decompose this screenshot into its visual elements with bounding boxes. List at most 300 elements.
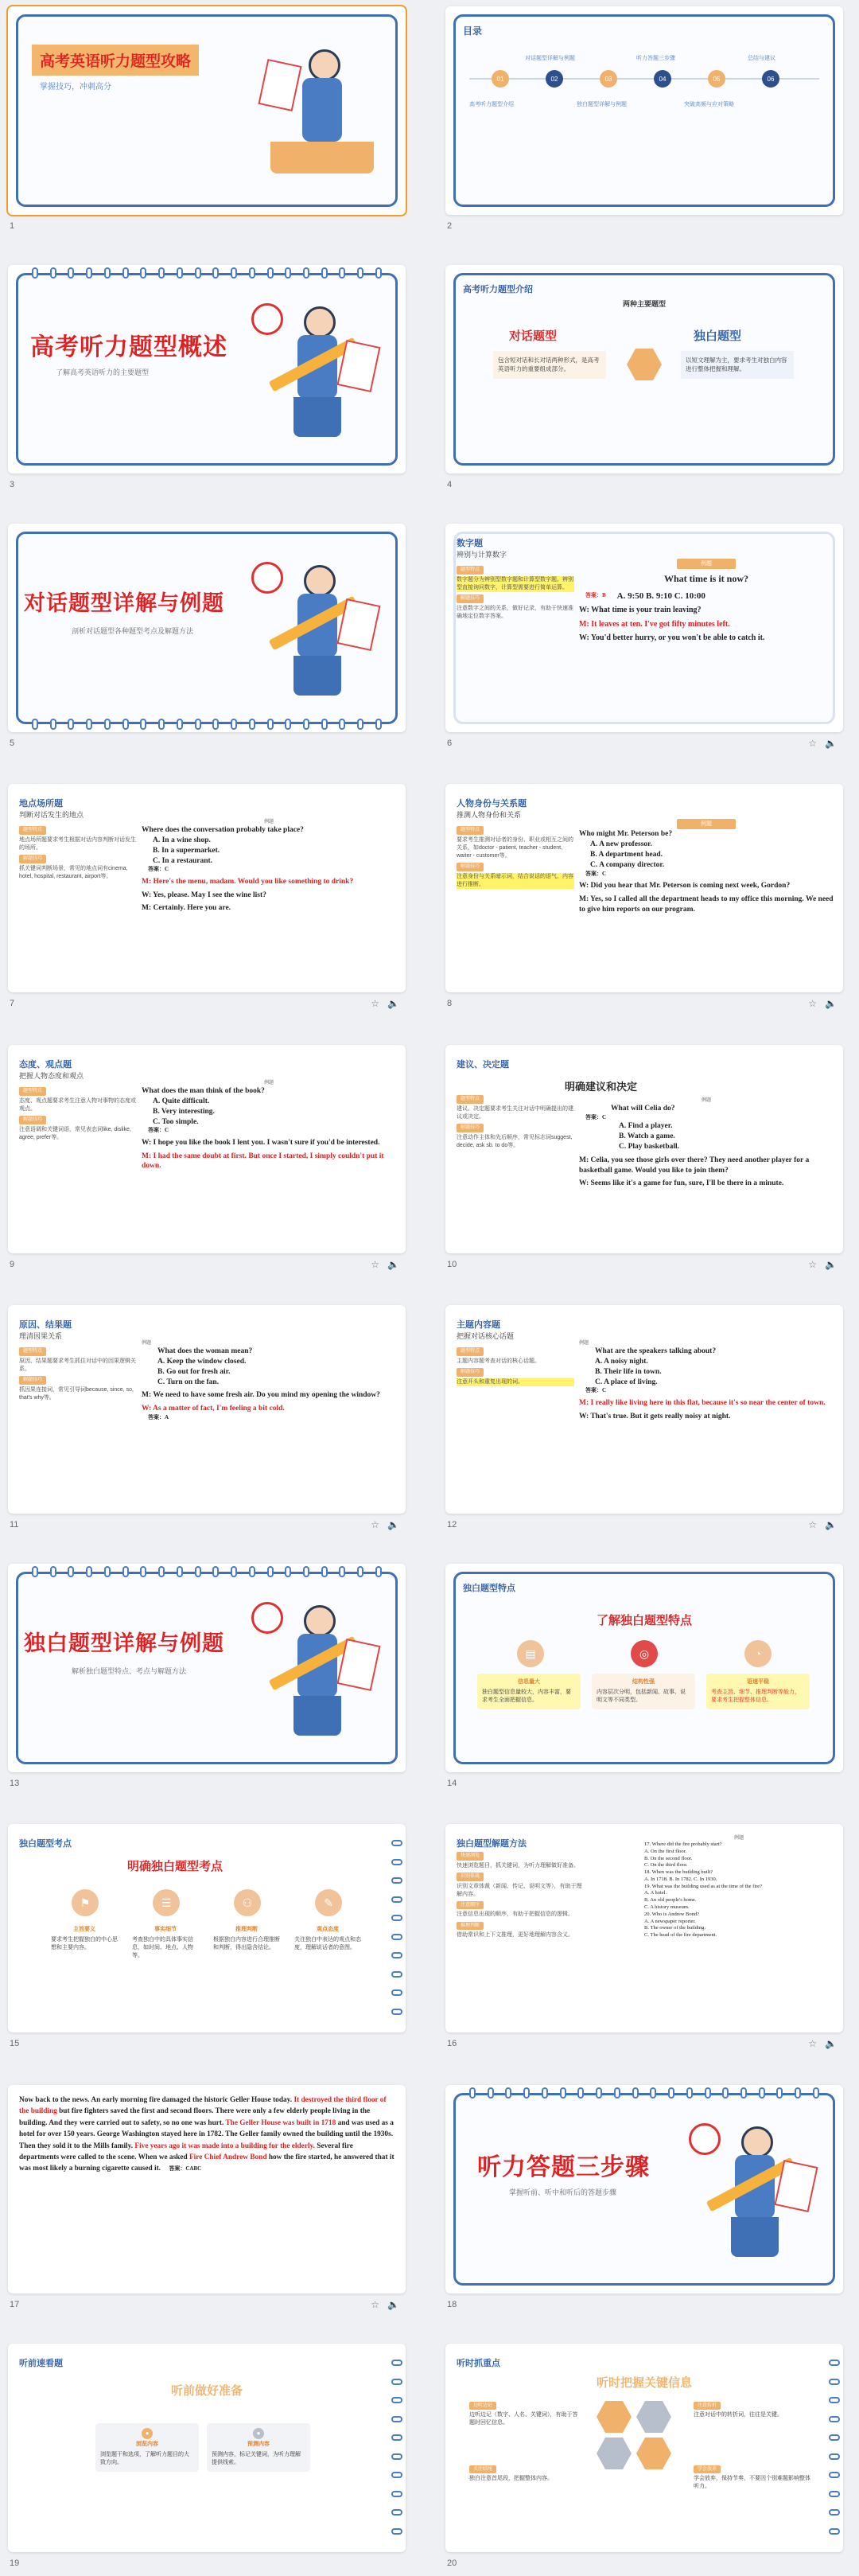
dialogue-line-3: W: You'd better hurry, or you won't be able to catch it.: [579, 633, 765, 643]
slide-12[interactable]: [445, 1305, 843, 1514]
question: What will Celia do?: [611, 1105, 675, 1113]
illustration-head: [309, 49, 340, 81]
example-tab: 例题: [677, 819, 736, 829]
slide-thumb-17[interactable]: [8, 2085, 406, 2317]
student-illustration: [250, 1594, 385, 1745]
passage-part-5: how the fire started, he answered that it was most likely a burning cigarette caused it.: [19, 2153, 395, 2173]
audio-icon[interactable]: 🔈: [825, 1259, 837, 1270]
toc-label-3: 独白题型详解与例题: [577, 102, 627, 107]
tag-2: 识别体裁: [457, 1873, 484, 1881]
feature-card-1: [477, 1674, 581, 1709]
hierarchy-icon: ⚇: [234, 1889, 261, 1916]
slide-number: 10: [447, 1260, 457, 1269]
explanation-panel: [19, 824, 137, 978]
slide-number: 13: [10, 1779, 20, 1788]
slide-footer: [445, 1517, 843, 1533]
cover-subtitle: 掌握技巧，冲刺高分: [40, 83, 111, 92]
star-icon[interactable]: ☆: [808, 738, 818, 749]
card-text: 考查独白中的具体事实信息，如时间、地点、人物等。: [132, 1937, 193, 1959]
method-text-2: 识别文章体裁（新闻、传记、说明文等），有助于理解内容。: [457, 1883, 582, 1897]
tip-text: 注意对话中的转折词，往往是关键。: [694, 2412, 783, 2418]
clock-icon: [251, 1602, 283, 1634]
answer: 答案：B: [585, 592, 606, 599]
tag-feature: 题型特点: [457, 566, 484, 575]
slide-heading: 态度、观点题: [19, 1060, 72, 1070]
slide-subheading: 理清因果关系: [19, 1332, 63, 1340]
slide-thumb-11[interactable]: [8, 1305, 406, 1537]
slide-center-title: 明确建议和决定: [565, 1081, 638, 1093]
illustration-legs: [293, 656, 341, 696]
slide-heading: 独白题型考点: [19, 1839, 72, 1849]
section-subtitle: 掌握听前、听中和听后的答题步骤: [509, 2188, 617, 2196]
method-text-4: 借助常识和上下文推理，更好地理解内容含义。: [457, 1932, 573, 1939]
monologue-type-title: 独白题型: [694, 329, 742, 343]
example-panel: [579, 1097, 834, 1242]
focus-card-2: [127, 1921, 204, 1966]
speed-icon: ◔: [744, 1640, 772, 1667]
audio-icon[interactable]: 🔈: [387, 1519, 399, 1530]
question: What does the woman mean?: [157, 1347, 253, 1356]
audio-icon[interactable]: 🔈: [387, 1259, 399, 1270]
option-c: C. A company director.: [590, 860, 665, 869]
card-text: 浏览题干和选项，了解听力题目的大致方向。: [100, 2452, 189, 2466]
option-b: B. Very interesting.: [153, 1107, 215, 1116]
dialogue-line-2: W: That's true. But it gets really noisy at night.: [579, 1412, 731, 1421]
slide-heading: 建议、决定题: [457, 1060, 509, 1070]
star-icon[interactable]: ☆: [808, 1519, 818, 1530]
audio-icon[interactable]: 🔈: [825, 738, 837, 749]
example-tab: 例题: [579, 1341, 589, 1346]
slide-footer: [445, 996, 843, 1011]
option-a: A. A noisy night.: [595, 1357, 648, 1366]
tag-feature: 题型特点: [457, 1095, 484, 1104]
example-tab: 例题: [677, 559, 736, 569]
illustration-head: [304, 565, 336, 597]
dialogue-line-1: W: Did you hear that Mr. Peterson is coming next week, Gordon?: [579, 882, 791, 890]
star-icon[interactable]: ☆: [371, 1259, 380, 1270]
passage-part-3: and was used as a hotel for over 150 years. George Washington stayed here in 1782. The Geller family owned the building until the 1930s. Then they sold it to the Mills family.: [19, 2118, 394, 2150]
passage-part-2: but fire fighters saved the first and second floors. There were only a few elderly people living in the building. And they were carried out to safety, so no one was hurt.: [19, 2107, 371, 2127]
slide-number: 2: [447, 221, 453, 231]
slide-number: 19: [10, 2558, 20, 2568]
dialogue-line-1: M: Here's the menu, madam. Would you like something to drink?: [142, 877, 354, 886]
slide-thumb-15[interactable]: [8, 1824, 406, 2056]
binder-rings: [391, 1840, 402, 2015]
slide-thumb-16[interactable]: [445, 1824, 843, 2056]
q-line-13: B. The owner of the building.: [644, 1925, 705, 1931]
slide-center-title: 听前做好准备: [170, 2384, 243, 2398]
passage-part-1: Now back to the news. An early morning fire damaged the historic Geller House today.: [19, 2096, 293, 2104]
star-icon[interactable]: ☆: [808, 998, 818, 1009]
feature-text: 建议、决定题要求考生关注对话中明确提出的建议或决定。: [457, 1105, 573, 1120]
slide-1[interactable]: [8, 6, 406, 215]
star-icon[interactable]: ☆: [371, 1519, 380, 1530]
card-title: 语速平稳: [747, 1679, 769, 1685]
card-text: 考查主旨、细节、推理判断等能力，要求考生把握整体信息。: [711, 1689, 800, 1704]
tag-feature: 题型特点: [457, 1347, 484, 1356]
technique-text: 注意数字之间的关系，做好记录，有助于快速准确地定位数字答案。: [457, 605, 573, 619]
slide-heading: 人物身份与关系题: [457, 799, 527, 809]
q-line-4: C. On the third floor.: [644, 1862, 688, 1869]
slide-number: 3: [10, 480, 15, 489]
tip-3: [469, 2463, 581, 2483]
slide-5[interactable]: [8, 524, 406, 732]
method-text-3: 注意信息出现的顺序，有助于把握信息的逻辑。: [457, 1912, 573, 1918]
slide-thumb-6[interactable]: [445, 524, 843, 756]
example-panel: [142, 1080, 396, 1242]
slide-thumb-20[interactable]: [445, 2344, 843, 2576]
dialogue-line-1: M: Celia, you see those girls over there? They need another player for a basketball game. Would you like to join them?: [579, 1155, 810, 1175]
predict-icon: ●: [253, 2428, 264, 2439]
slide-2[interactable]: [445, 6, 843, 215]
tag-technique: 解题技巧: [457, 863, 484, 871]
slide-heading: 主题内容题: [457, 1320, 500, 1330]
q-line-2: A. On the first floor.: [644, 1848, 687, 1854]
illustration-head: [304, 1605, 336, 1637]
slide-number: 12: [447, 1520, 457, 1530]
tag-technique: 解题技巧: [457, 1124, 484, 1132]
toc-dot-4: 04: [654, 70, 671, 88]
example-tab: 例题: [733, 1836, 744, 1841]
slide-4[interactable]: [445, 265, 843, 474]
example-panel: [142, 1340, 396, 1502]
slide-number: 14: [447, 1779, 457, 1788]
slide-number: 6: [447, 739, 453, 748]
slide-thumb-19[interactable]: [8, 2344, 406, 2576]
card-text: 根据独白内容进行合理推断和判断，得出隐含结论。: [213, 1937, 280, 1951]
card-text: 预测内容，标记关键词，为听力理解提供线索。: [212, 2452, 301, 2466]
tip-2: [694, 2399, 813, 2419]
technique-text: 注意开头和重复出现的词。: [457, 1378, 574, 1386]
clock-icon: [251, 562, 283, 594]
slide-center-title: 明确独白题型考点: [126, 1860, 223, 1873]
technique-text: 注意身份与关系暗示词，结合说话的语气、内容进行推断。: [457, 873, 574, 889]
slide-number: 1: [10, 221, 15, 231]
clock-icon: [251, 303, 283, 335]
dialogue-line-2: M: Yes, so I called all the department heads to my office this morning. We need to give him reports on our program.: [579, 894, 834, 914]
slide-8[interactable]: [445, 784, 843, 992]
option-c: C. A place of living.: [595, 1378, 658, 1386]
slide-footer: [445, 1775, 843, 1791]
tag-technique: 解题技巧: [457, 1368, 484, 1377]
card-title: 主旨要义: [73, 1927, 95, 1932]
slide-11[interactable]: [8, 1305, 406, 1514]
section-title: 独白题型详解与例题: [24, 1631, 224, 1655]
option-b: B. Go out for fresh air.: [157, 1367, 231, 1376]
explanation-panel: [19, 1345, 137, 1499]
option-a: A. Keep the window closed.: [157, 1357, 247, 1366]
answer: 答案：C: [148, 866, 169, 873]
slide-subheading: 推测人物身份和关系: [457, 811, 522, 819]
slide-footer: [8, 996, 406, 1011]
focus-card-4: [290, 1921, 366, 1957]
student-illustration: [250, 554, 385, 705]
slide-subheading: 判断对话发生的地点: [19, 811, 84, 819]
slide-number: 16: [447, 2039, 457, 2048]
answer: 答案：C: [585, 1113, 607, 1120]
slide-thumb-18[interactable]: [445, 2085, 843, 2317]
tag-technique: 解题技巧: [19, 1116, 46, 1124]
explanation-panel: [19, 1085, 137, 1239]
slide-20[interactable]: [445, 2344, 843, 2552]
slide-thumb-12[interactable]: [445, 1305, 843, 1537]
dialogue-line-1: W: What time is your train leaving?: [579, 606, 702, 615]
toc-dot-2: 02: [546, 70, 563, 88]
slide-number: 18: [447, 2300, 457, 2309]
passage-part-4: Several fire departments were called to the scene. When we asked: [19, 2141, 353, 2162]
method-text-1: 快速浏览题目，抓关键词，为听力理解做好准备。: [457, 1862, 579, 1869]
focus-card-3: [208, 1921, 285, 1957]
toc-label-5: 突破高频与应对策略: [684, 102, 734, 107]
student-illustration: [687, 2115, 822, 2266]
slide-thumb-8[interactable]: [445, 784, 843, 1016]
slide-thumb-13[interactable]: [8, 1564, 406, 1796]
slide-footer: [445, 735, 843, 751]
illustration-legs: [293, 397, 341, 437]
clock-icon: [689, 2123, 721, 2155]
card-title: 观点态度: [317, 1927, 339, 1932]
slide-6[interactable]: [445, 524, 843, 732]
answer: 答案：C: [585, 870, 607, 877]
technique-text: 抓因果连接词，常见引导词because, since, so, that's why等。: [19, 1386, 134, 1401]
slide-thumb-10[interactable]: [445, 1045, 843, 1277]
method-panel: [457, 1849, 584, 2018]
example-tab: 例题: [701, 1098, 711, 1103]
option-a: A. A new professor.: [590, 840, 652, 849]
section-subtitle: 剖析对话题型各种题型考点及解题方法: [72, 627, 194, 635]
slide-footer: [445, 2036, 843, 2052]
slide-thumb-14[interactable]: [445, 1564, 843, 1796]
audio-icon[interactable]: 🔈: [825, 1519, 837, 1530]
binder-rings: [469, 2087, 819, 2099]
slide-subheading: 把握对话核心话题: [457, 1332, 515, 1340]
slide-footer: [8, 2036, 406, 2052]
slide-number: 4: [447, 480, 453, 489]
slide-footer: [445, 2555, 843, 2571]
tag-feature: 题型特点: [19, 826, 46, 835]
passage-highlight-3: Five years ago it was made into a building for the elderly.: [134, 2141, 315, 2150]
option-a: A. In a wine shop.: [153, 836, 211, 844]
hex-1: [597, 2401, 632, 2433]
tip-text: 学会放弃，保持节奏，不要因个别难题影响整体听力。: [694, 2476, 810, 2490]
tag-technique: 解题技巧: [19, 1376, 46, 1385]
q-line-10: C. A history museum.: [644, 1904, 690, 1910]
example-panel: [644, 1835, 834, 2021]
answer: 答案：A: [148, 1413, 169, 1421]
option-a: A. Find a player.: [619, 1122, 673, 1131]
slide-footer: [445, 218, 843, 234]
slide-heading: 听前速看题: [19, 2359, 63, 2368]
question: What time is it now?: [664, 573, 748, 585]
illustration-desk: [270, 142, 374, 173]
slide-footer: [8, 1257, 406, 1272]
slide-frame: [453, 1572, 835, 1764]
slide-thumb-3[interactable]: [8, 265, 406, 497]
slide-14[interactable]: [445, 1564, 843, 1772]
slide-9[interactable]: [8, 1045, 406, 1253]
explanation-panel: [457, 824, 574, 978]
tag-feature: 题型特点: [19, 1347, 46, 1356]
section-title: 对话题型详解与例题: [24, 591, 224, 615]
binder-rings: [829, 2360, 840, 2535]
q-line-9: B. An old people's home.: [644, 1897, 697, 1904]
slide-16[interactable]: [445, 1824, 843, 2032]
monologue-type-text: 以短文理解为主，要求考生对独白内容进行整体把握和理解。: [681, 351, 794, 379]
dialogue-line-2: W: As a matter of fact, I'm feeling a bit cold.: [142, 1405, 285, 1413]
option-b: B. A department head.: [590, 851, 663, 859]
question: Where does the conversation probably take place?: [142, 826, 304, 835]
dialogue-type-title: 对话题型: [509, 329, 558, 343]
passage-highlight-1: It destroyed the third floor of the building: [19, 2096, 387, 2116]
audio-icon[interactable]: 🔈: [387, 998, 399, 1009]
slide-footer: [8, 1775, 406, 1791]
card-title: 预测内容: [247, 2442, 270, 2447]
slide-footer: [8, 218, 406, 234]
q-line-1: 17. Where did the fire probably start?: [644, 1841, 722, 1848]
browse-icon: ●: [142, 2428, 153, 2439]
tip-4: [694, 2463, 813, 2491]
slide-thumb-4[interactable]: [445, 265, 843, 497]
slide-footer: [445, 2297, 843, 2313]
slide-heading: 数字题: [457, 539, 483, 548]
slide-thumb-7[interactable]: [8, 784, 406, 1016]
slide-3[interactable]: [8, 265, 406, 474]
slide-19[interactable]: [8, 2344, 406, 2552]
tag-feature: 题型特点: [19, 1087, 46, 1096]
slide-17[interactable]: [8, 2085, 406, 2293]
dialogue-type-text: 包含短对话和长对话两种形式，是高考英语听力的重要组成部分。: [493, 351, 606, 379]
example-tab: 例题: [263, 1081, 274, 1085]
teacher-illustration: [255, 38, 390, 189]
toc-label-6: 总结与建议: [748, 56, 775, 61]
dialogue-line-2: W: Seems like it's a game for fun, sure, I'll be there in a minute.: [579, 1179, 784, 1188]
star-icon[interactable]: ☆: [808, 2038, 818, 2049]
star-icon[interactable]: ☆: [371, 2299, 380, 2310]
tag-3: 注意顺序: [457, 1901, 484, 1910]
slide-number: 15: [10, 2039, 20, 2048]
binder-rings: [32, 1566, 382, 1577]
star-icon[interactable]: ☆: [371, 998, 380, 1009]
slide-heading: 原因、结果题: [19, 1320, 72, 1330]
section-subtitle: 解析独白题型特点、考点与解题方法: [72, 1667, 187, 1675]
audio-icon[interactable]: 🔈: [825, 2038, 837, 2049]
option-c: C. In a restaurant.: [153, 856, 213, 865]
tip-text: 边听边记（数字、人名、关键词），有助于答题时回忆信息。: [469, 2412, 578, 2426]
q-line-7: 19. What was the building used as at the time of the fire?: [644, 1883, 763, 1889]
explanation-panel: [457, 1093, 574, 1239]
tag-technique: 解题技巧: [19, 855, 46, 863]
dialogue-line-1: M: We need to have some fresh air. Do you mind my opening the window?: [142, 1391, 380, 1400]
card-title: 信息量大: [518, 1679, 540, 1685]
audio-icon[interactable]: 🔈: [825, 998, 837, 1009]
tip-1: [469, 2399, 581, 2427]
illustration-body: [302, 78, 342, 142]
option-a: A. Quite difficult.: [153, 1097, 210, 1105]
toc-dot-5: 05: [708, 70, 725, 88]
dialogue-line-2: W: Yes, please. May I see the wine list?: [142, 890, 266, 899]
dialogue-line-2: M: It leaves at ten. I've got fifty minutes left.: [579, 619, 730, 629]
slide-center-title: 了解独白题型特点: [596, 1614, 692, 1627]
technique-text: 注意动作主体和先后顺序，常见标志词suggest, decide, ask sb. to do等。: [457, 1134, 573, 1148]
slide-footer: [8, 735, 406, 751]
slide-10[interactable]: [445, 1045, 843, 1253]
slide-7[interactable]: [8, 784, 406, 992]
slide-footer: [445, 1257, 843, 1272]
illustration-head: [304, 306, 336, 338]
toc-dot-6: 06: [762, 70, 779, 88]
q-line-3: B. On the second floor.: [644, 1855, 693, 1861]
toc-label-4: 听力答题三步骤: [636, 56, 675, 61]
dialogue-line-3: M: Certainly. Here you are.: [142, 904, 231, 913]
slide-frame: [453, 14, 835, 207]
hex-2: [636, 2401, 671, 2433]
audio-icon[interactable]: 🔈: [387, 2299, 399, 2310]
tag-feature: 题型特点: [457, 826, 484, 835]
q-line-8: A. A hotel.: [644, 1890, 667, 1896]
slide-number: 17: [10, 2300, 20, 2309]
feature-text: 原因、结果题要求考生抓住对话中的因果逻辑关系。: [19, 1358, 136, 1372]
star-icon[interactable]: ☆: [808, 1259, 818, 1270]
question: What are the speakers talking about?: [595, 1347, 717, 1356]
slide-number: 11: [10, 1520, 19, 1530]
slide-number: 7: [10, 999, 15, 1008]
tag-4: 推理判断: [457, 1922, 484, 1931]
slide-15[interactable]: [8, 1824, 406, 2032]
feature-text: 地点场所题要求考生根据对话内容判断对话发生的场所。: [19, 836, 136, 851]
option-c: C. Turn on the fan.: [157, 1378, 220, 1386]
slide-number: 20: [447, 2558, 457, 2568]
option-b: B. In a supermarket.: [153, 846, 220, 855]
toc-dot-3: 03: [600, 70, 617, 88]
slide-thumb-1[interactable]: [8, 6, 406, 239]
hex-4: [636, 2438, 671, 2469]
slide-13[interactable]: [8, 1564, 406, 1772]
slide-subheading: 把握人物态度和观点: [19, 1072, 84, 1080]
q-line-14: C. The head of the fire department.: [644, 1932, 717, 1939]
dialogue-line-1: M: I really like living here in this flat, because it's so near the center of town.: [579, 1398, 826, 1407]
card-text: 内容层次分明，包括新闻、故事、说明文等不同类型。: [597, 1689, 686, 1704]
example-tab: 例题: [263, 820, 274, 824]
card-title: 推理判断: [235, 1927, 258, 1932]
example-panel: [579, 559, 834, 721]
passage-highlight-4: Fire Chief Andrew Bond: [189, 2153, 267, 2162]
slide-thumb-9[interactable]: [8, 1045, 406, 1277]
slide-center-title: 两种主要题型: [622, 300, 666, 308]
card-title: 浏览内容: [136, 2442, 158, 2447]
tip-title: 注意转折: [694, 2402, 721, 2410]
slide-thumb-2[interactable]: [445, 6, 843, 239]
option-b: B. Their life in town.: [595, 1367, 662, 1376]
tip-text: 独白注意首尾段，把握整体内容。: [469, 2476, 553, 2482]
student-illustration: [250, 295, 385, 446]
answer: 答案：CABC: [169, 2165, 202, 2173]
chat-icon: ✎: [315, 1889, 342, 1916]
toc-label-2: 对话题型详解与例题: [525, 56, 575, 61]
slide-18[interactable]: [445, 2085, 843, 2293]
technique-text: 注意语调和关键词语，常见表态词like, dislike, agree, prefer等。: [19, 1126, 131, 1140]
slide-thumb-5[interactable]: [8, 524, 406, 756]
tag-1: 快速浏览: [457, 1852, 484, 1861]
explanation-panel: [457, 563, 574, 718]
slide-footer: [8, 2555, 406, 2571]
slide-footer: [8, 2297, 406, 2313]
example-panel: [142, 819, 396, 981]
toc-label-1: 高考听力题型介绍: [469, 102, 514, 107]
slide-heading: 高考听力题型介绍: [463, 285, 533, 294]
feature-card-2: [592, 1674, 695, 1709]
tag-technique: 解题技巧: [457, 594, 484, 603]
slide-number: 9: [10, 1260, 15, 1269]
